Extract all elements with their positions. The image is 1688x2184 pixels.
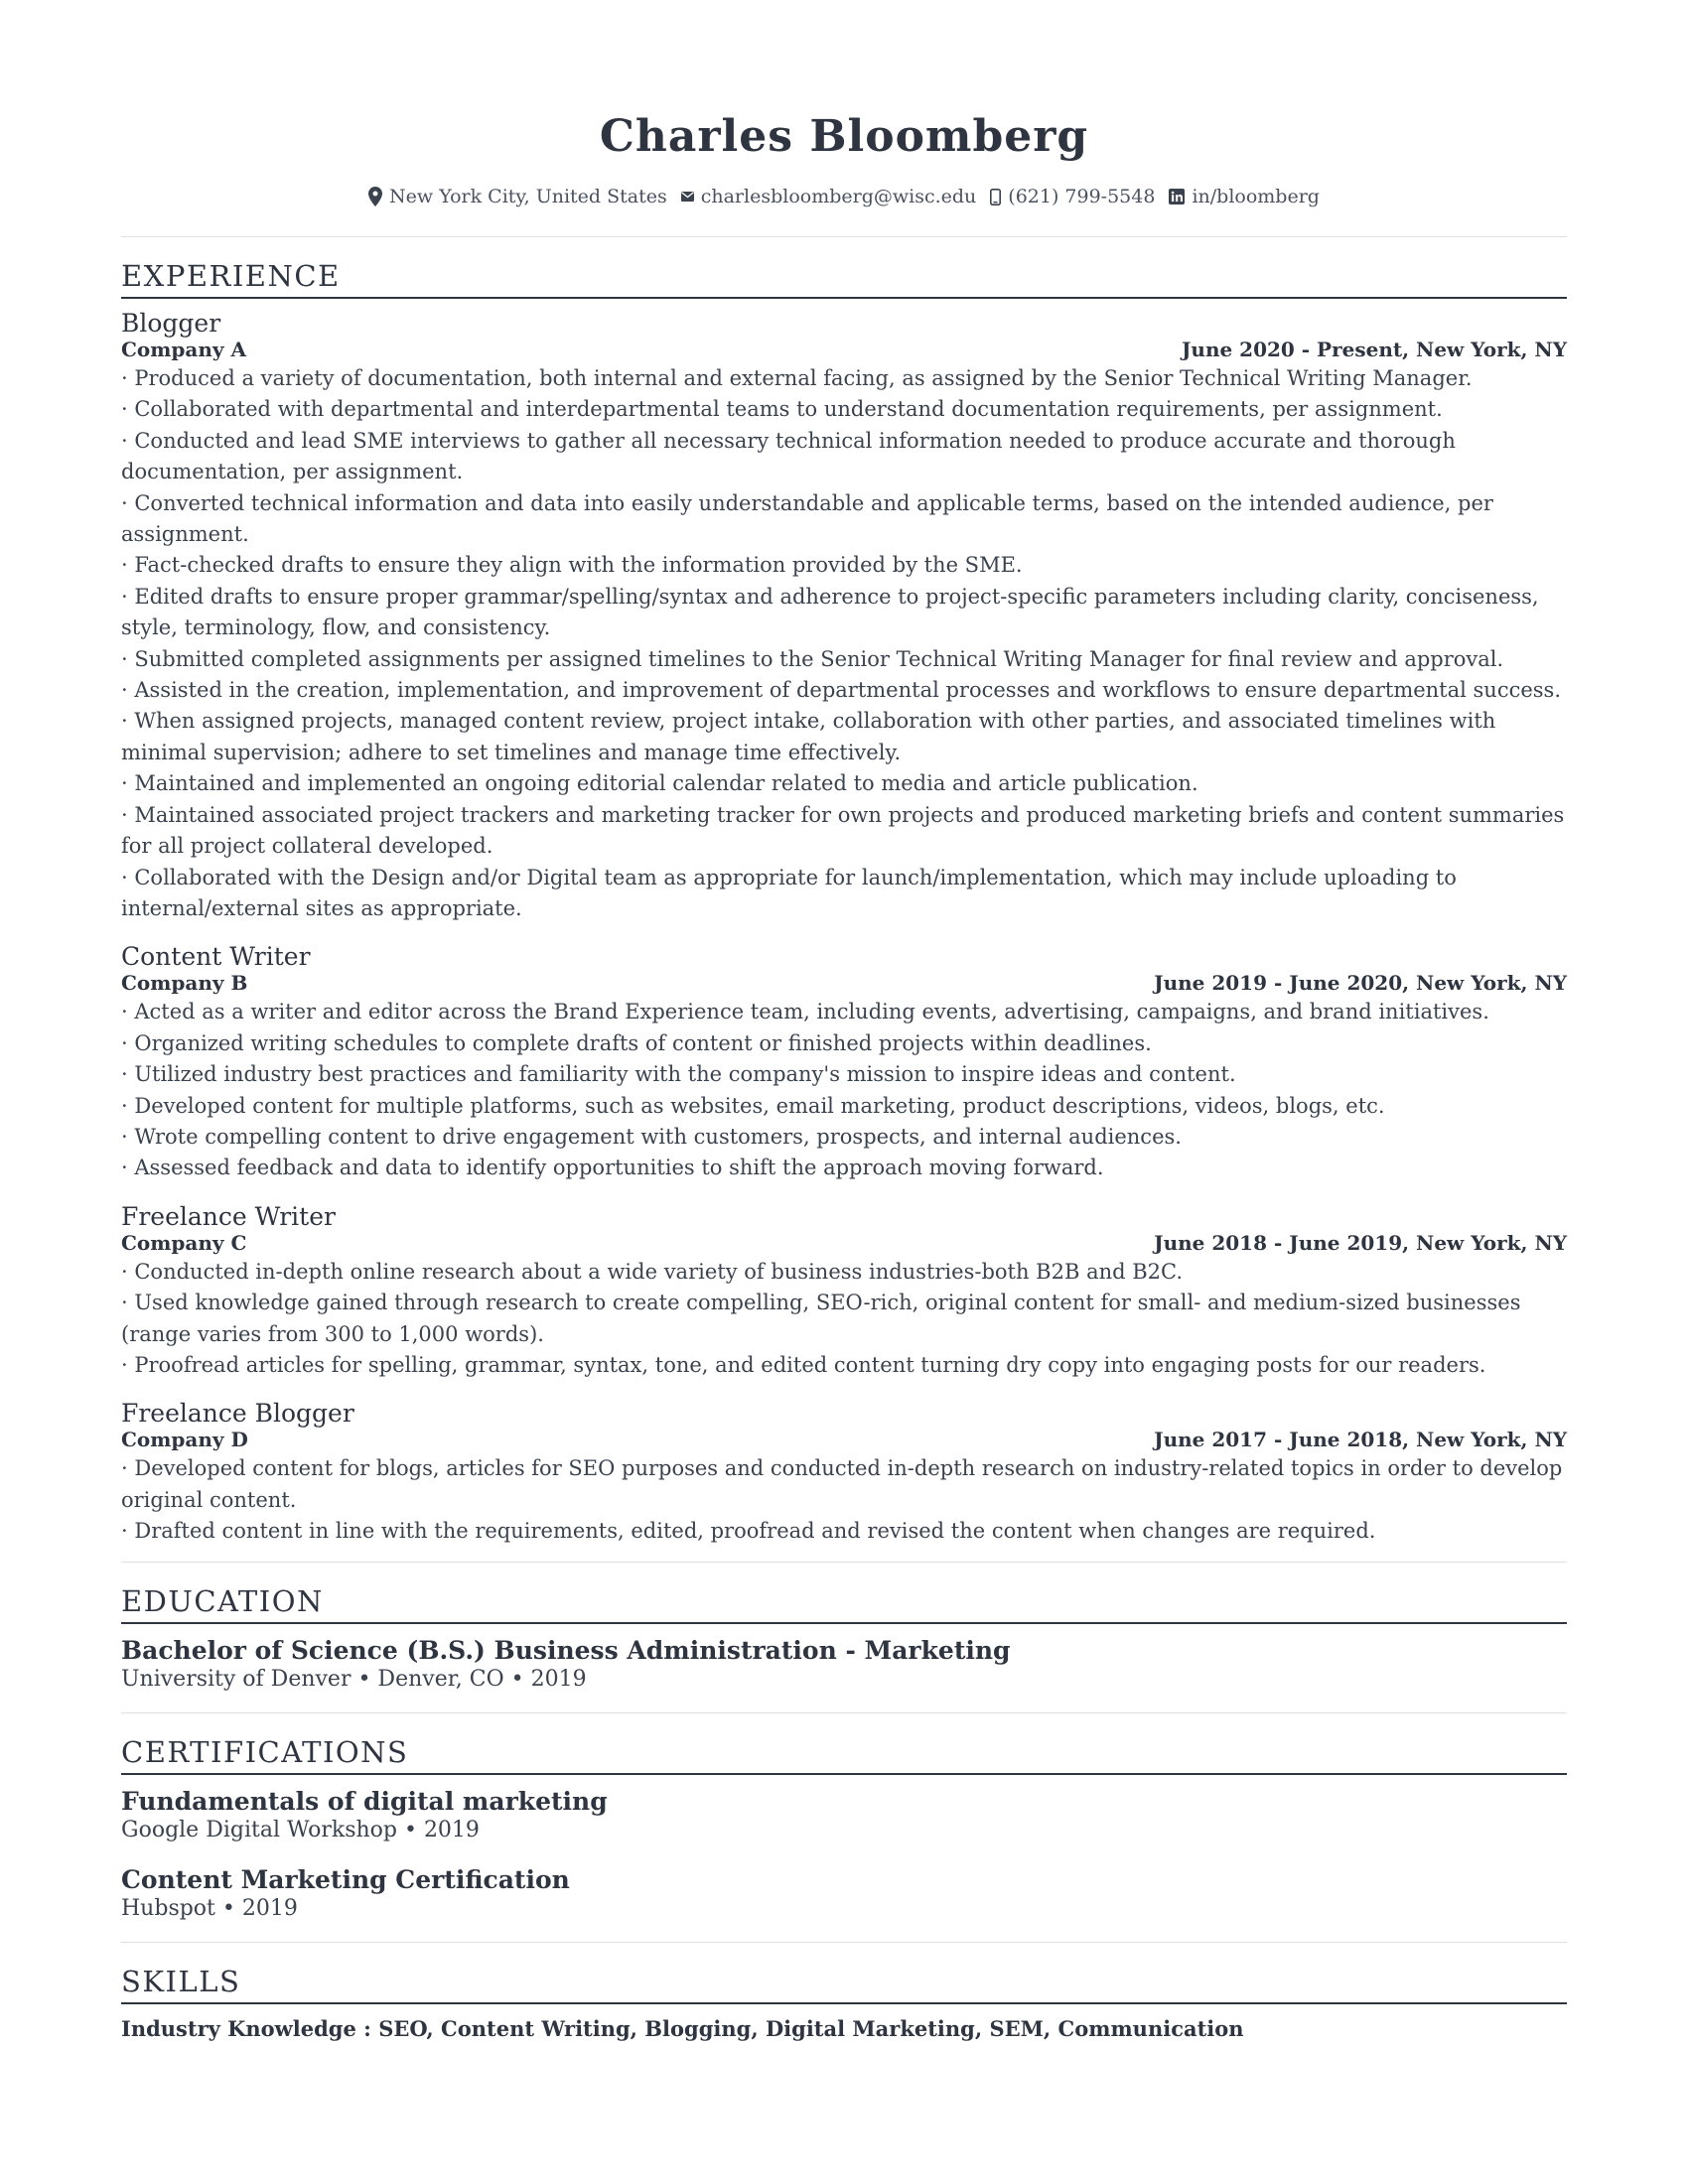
bullet-item: · Edited drafts to ensure proper grammar/spelling/syntax and adherence to project-specific parameters including clarity, conciseness, style, terminology, flow, and consistency. [121,582,1567,644]
skills-heading: SKILLS [121,1965,1567,2004]
bullet-item: · Assisted in the creation, implementation, and improvement of departmental processes and workflows to ensure departmental success. [121,675,1567,706]
job-bullets [121,363,1567,924]
certification-title: Content Marketing Certification [121,1864,570,1894]
candidate-name: Charles Bloomberg [599,111,1089,162]
bullet-item: · Collaborated with the Design and/or Digital team as appropriate for launch/implementation, which may include uploading to internal/external sites as appropriate. [121,863,1567,925]
education-entry [121,1636,1567,1693]
bullet-item: · Used knowledge gained through research to create compelling, SEO-rich, original content for small- and medium-sized businesses (range varies from 300 to 1,000 words). [121,1288,1567,1350]
certification-details: Hubspot • 2019 [121,1895,298,1921]
envelope-icon [681,192,694,202]
mobile-phone-icon [990,189,1001,205]
certification-entry [121,1865,1567,1922]
contact-linkedin[interactable] [1169,185,1320,208]
contact-phone [990,185,1155,208]
job-meta [121,338,1567,361]
company-name: Company A [121,338,247,361]
job-dates: June 2018 - June 2019, New York, NY [1154,1230,1567,1255]
bullet-item: · Submitted completed assignments per assigned timelines to the Senior Technical Writing Manager for final review and approval. [121,644,1567,675]
job-bullets [121,997,1567,1183]
job-title: Blogger [121,309,221,338]
linkedin-text[interactable]: in/bloomberg [1192,186,1320,207]
degree-title: Bachelor of Science (B.S.) Business Administration - Marketing [121,1635,1011,1665]
experience-list [121,309,1567,1548]
bullet-item: · Drafted content in line with the requirements, edited, proofread and revised the content when changes are required. [121,1516,1567,1547]
job-title: Content Writer [121,942,311,972]
job-meta [121,1231,1567,1255]
bullet-item: · Produced a variety of documentation, both internal and external facing, as assigned by the Senior Technical Writing Manager. [121,363,1567,394]
job-meta [121,1428,1567,1451]
skills-section [121,1965,1567,2042]
experience-divider [121,1562,1567,1563]
certifications-divider [121,1942,1567,1943]
certifications-heading: CERTIFICATIONS [121,1735,1567,1775]
location-text: New York City, United States [389,186,667,207]
skills-line: Industry Knowledge : SEO, Content Writing, Blogging, Digital Marketing, SEM, Communication [121,2015,1244,2041]
company-name: Company C [121,1230,247,1255]
job-meta [121,971,1567,995]
contact-email[interactable] [681,185,977,208]
contact-bar [121,185,1567,208]
bullet-item: · Developed content for blogs, articles for SEO purposes and conducted in-depth research on industry-related topics in order to develop original content. [121,1453,1567,1516]
map-pin-icon [368,187,382,206]
experience-section [121,259,1567,1548]
job-bullets [121,1453,1567,1547]
phone-text: (621) 799-5548 [1008,186,1156,207]
certification-list [121,1787,1567,1922]
bullet-item: · Maintained associated project trackers and marketing tracker for own projects and produced marketing briefs and content summaries for all project collateral developed. [121,800,1567,863]
job-dates: June 2017 - June 2018, New York, NY [1154,1428,1567,1452]
bullet-item: · Utilized industry best practices and familiarity with the company's mission to inspire ideas and content. [121,1059,1567,1090]
job-dates: June 2019 - June 2020, New York, NY [1154,971,1567,996]
bullet-item: · Collaborated with departmental and interdepartmental teams to understand documentation requirements, per assignment. [121,394,1567,425]
company-name: Company D [121,1428,248,1452]
job-entry [121,942,1567,1183]
job-bullets [121,1257,1567,1382]
linkedin-icon [1169,189,1185,205]
bullet-item: · Fact-checked drafts to ensure they align with the information provided by the SME. [121,550,1567,581]
company-name: Company B [121,971,248,996]
bullet-item: · Conducted and lead SME interviews to gather all necessary technical information needed to produce accurate and thorough documentation, per assignment. [121,426,1567,488]
job-entry [121,309,1567,924]
job-entry [121,1202,1567,1382]
job-title: Freelance Blogger [121,1399,354,1429]
header-divider [121,236,1567,237]
bullet-item: · Acted as a writer and editor across the Brand Experience team, including events, advertising, campaigns, and brand initiatives. [121,997,1567,1027]
bullet-item: · Maintained and implemented an ongoing editorial calendar related to media and article publication. [121,768,1567,799]
bullet-item: · Converted technical information and data into easily understandable and applicable terms, based on the intended audience, per assignment. [121,488,1567,551]
job-entry [121,1399,1567,1547]
contact-location [368,185,667,208]
experience-heading: EXPERIENCE [121,259,1567,299]
bullet-item: · Assessed feedback and data to identify opportunities to shift the approach moving forward. [121,1153,1567,1183]
degree-details: University of Denver • Denver, CO • 2019 [121,1666,587,1692]
education-section [121,1584,1567,1693]
bullet-item: · Proofread articles for spelling, grammar, syntax, tone, and edited content turning dry copy into engaging posts for our readers. [121,1350,1567,1381]
resume-page [121,0,1567,2042]
job-dates: June 2020 - Present, New York, NY [1181,338,1567,361]
email-text[interactable]: charlesbloomberg@wisc.edu [700,186,977,207]
education-heading: EDUCATION [121,1584,1567,1624]
education-divider [121,1712,1567,1713]
certifications-section [121,1735,1567,1922]
bullet-item: · Organized writing schedules to complete drafts of content or finished projects within deadlines. [121,1028,1567,1059]
certification-title: Fundamentals of digital marketing [121,1786,608,1816]
bullet-item: · Developed content for multiple platforms, such as websites, email marketing, product descriptions, videos, blogs, etc. [121,1091,1567,1122]
certification-entry [121,1787,1567,1843]
bullet-item: · When assigned projects, managed content review, project intake, collaboration with other parties, and associated timelines with minimal supervision; adhere to set timelines and manage time effectively. [121,706,1567,768]
certification-details: Google Digital Workshop • 2019 [121,1817,480,1843]
bullet-item: · Conducted in-depth online research about a wide variety of business industries-both B2B and B2C. [121,1257,1567,1288]
bullet-item: · Wrote compelling content to drive engagement with customers, prospects, and internal audiences. [121,1122,1567,1153]
job-title: Freelance Writer [121,1201,336,1231]
